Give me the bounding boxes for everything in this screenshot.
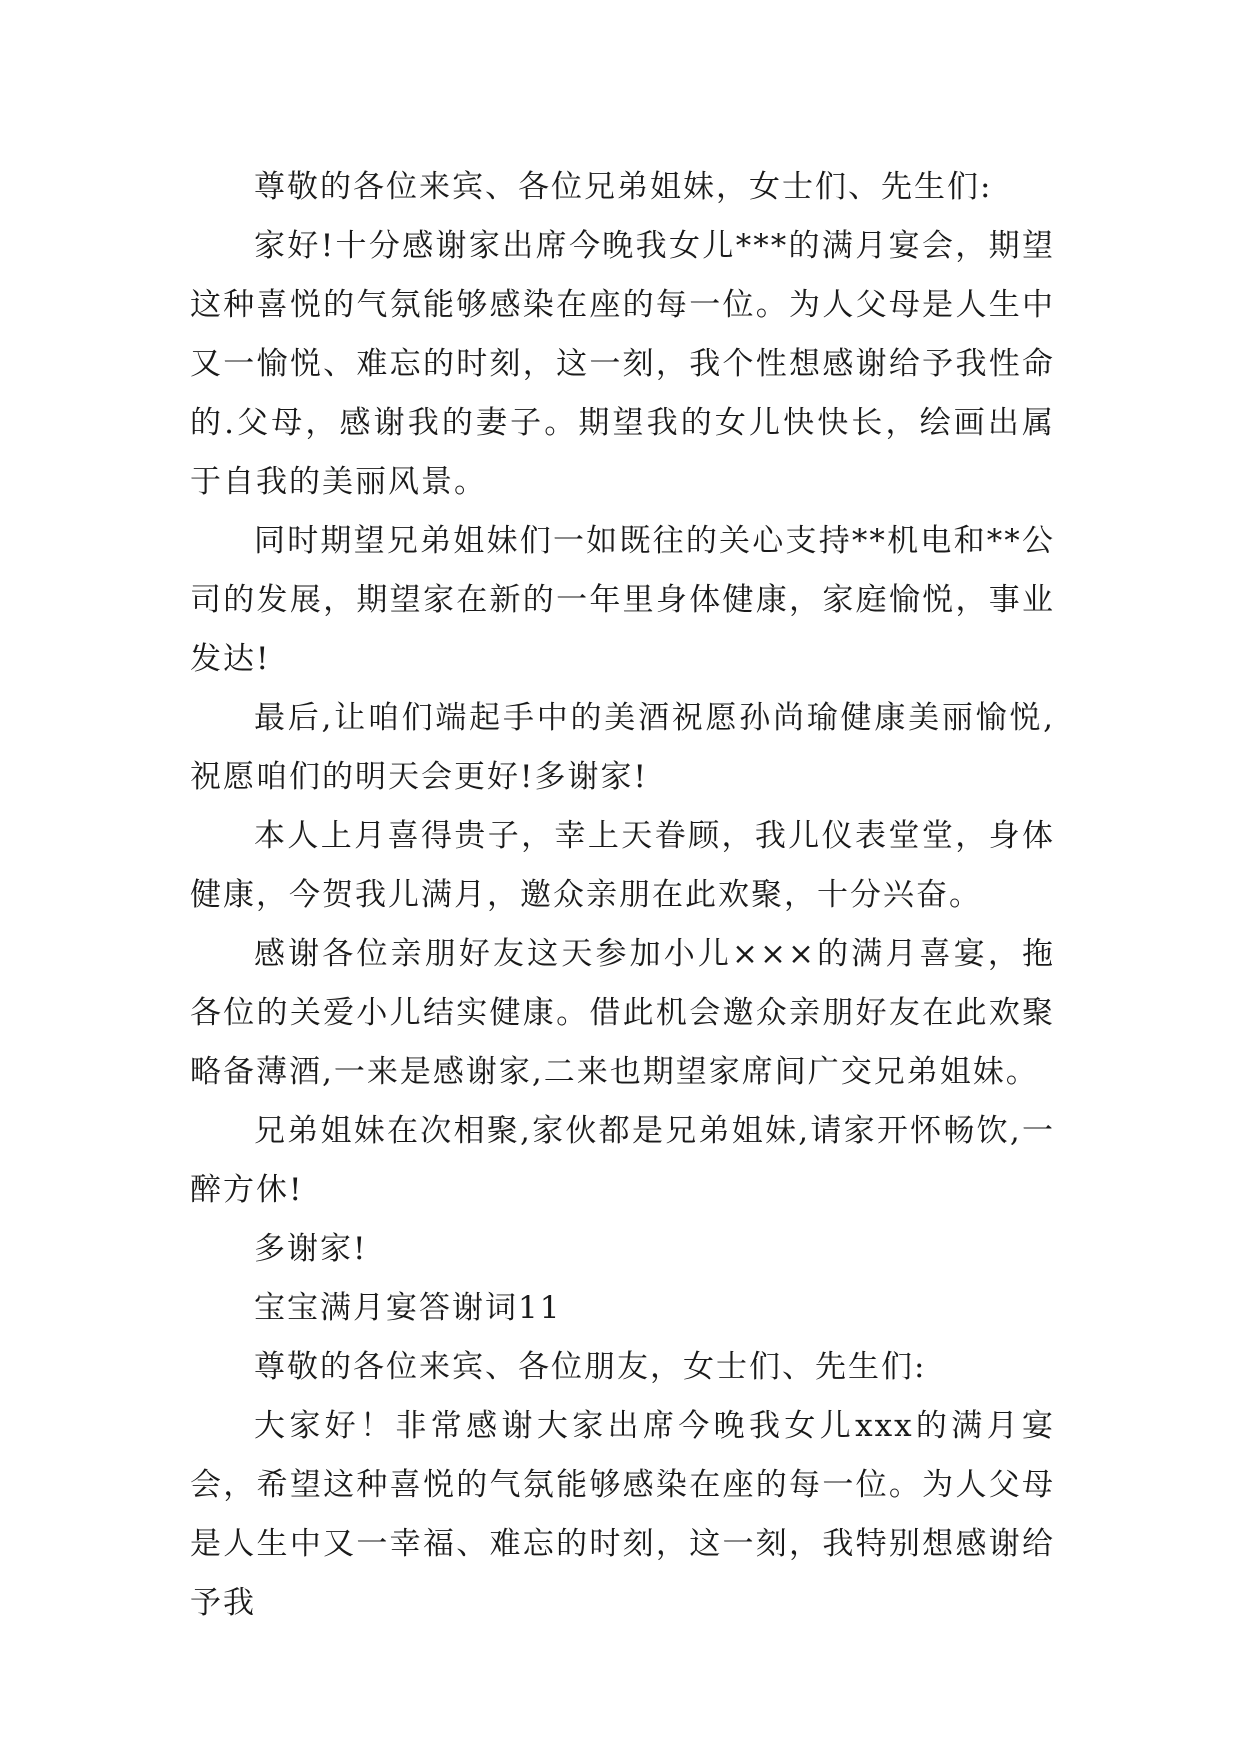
paragraph-toast-2: 兄弟姐妹在次相聚,家伙都是兄弟姐妹,请家开怀畅饮,一醉方休! xyxy=(190,1113,1055,1208)
paragraph-announcement: 本人上月喜得贵子，幸上天眷顾，我儿仪表堂堂，身体健康，今贺我儿满月，邀众亲朋在此欢聚，十分兴奋。 xyxy=(190,818,1055,913)
paragraph-thanks-3: 大家好！非常感谢大家出席今晚我女儿xxx的满月宴会，希望这种喜悦的气氛能够感染在座的每一位。为人父母是人生中又一幸福、难忘的时刻，这一刻，我特别想感谢给予我 xyxy=(190,1408,1055,1621)
paragraph-toast-1: 最后,让咱们端起手中的美酒祝愿孙尚瑜健康美丽愉悦,祝愿咱们的明天会更好!多谢家! xyxy=(190,700,1055,795)
paragraph-thanks-1: 家好!十分感谢家出席今晚我女儿***的满月宴会，期望这种喜悦的气氛能够感染在座的每一位。为人父母是人生中又一愉悦、难忘的时刻，这一刻，我个性想感谢给予我性命的.父母，感谢我的妻子。期望我的女儿快快长，绘画出属于自我的美丽风景。 xyxy=(190,228,1055,500)
paragraph-greeting-1: 尊敬的各位来宾、各位兄弟姐妹，女士们、先生们: xyxy=(254,169,993,205)
document-body xyxy=(190,158,1055,1633)
paragraph-greeting-2: 尊敬的各位来宾、各位朋友，女士们、先生们: xyxy=(254,1349,927,1385)
paragraph-wishes-1: 同时期望兄弟姐妹们一如既往的关心支持**机电和**公司的发展，期望家在新的一年里身体健康，家庭愉悦，事业发达! xyxy=(190,523,1055,677)
paragraph-thanks-2: 感谢各位亲朋好友这天参加小儿×××的满月喜宴，拖各位的关爱小儿结实健康。借此机会邀众亲朋好友在此欢聚略备薄酒,一来是感谢家,二来也期望家席间广交兄弟姐妹。 xyxy=(190,936,1055,1090)
paragraph-closing: 多谢家! xyxy=(254,1231,368,1267)
section-heading: 宝宝满月宴答谢词11 xyxy=(254,1290,562,1326)
